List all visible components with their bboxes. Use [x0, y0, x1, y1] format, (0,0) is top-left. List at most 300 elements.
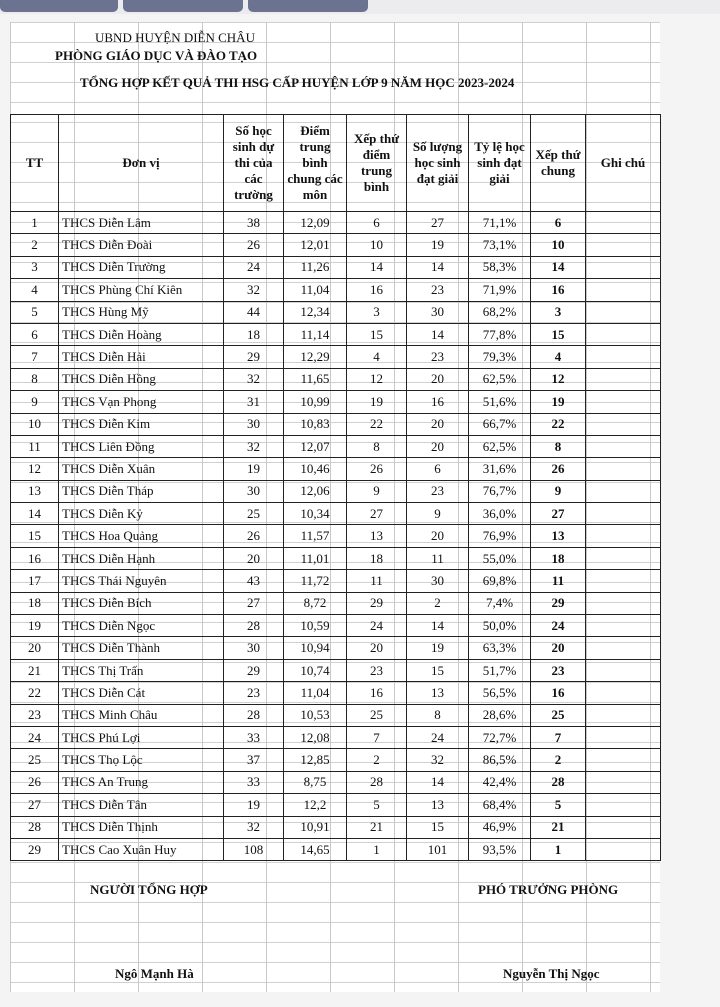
cell-win-rate: 51,7% [469, 659, 531, 681]
cell-avg-score: 10,74 [284, 659, 347, 681]
cell-unit: THCS Diễn Hải [59, 346, 224, 368]
cell-students: 32 [224, 435, 284, 457]
cell-unit: THCS Phùng Chí Kiên [59, 279, 224, 301]
tab-1[interactable] [0, 0, 118, 12]
cell-students: 108 [224, 838, 284, 860]
cell-tt: 2 [11, 234, 59, 256]
table-row [11, 592, 661, 614]
cell-notes [586, 435, 661, 457]
col-header-students: Số học sinh dự thi của các trường [224, 115, 284, 212]
cell-win-rate: 56,5% [469, 682, 531, 704]
table-row [11, 704, 661, 726]
cell-notes [586, 570, 661, 592]
cell-win-rate: 55,0% [469, 547, 531, 569]
cell-avg-score: 12,29 [284, 346, 347, 368]
cell-notes [586, 458, 661, 480]
cell-avg-score: 11,72 [284, 570, 347, 592]
cell-overall-rank: 21 [531, 816, 586, 838]
cell-notes [586, 346, 661, 368]
cell-notes [586, 323, 661, 345]
cell-winners: 14 [407, 771, 469, 793]
cell-notes [586, 212, 661, 234]
cell-tt: 15 [11, 525, 59, 547]
cell-win-rate: 77,8% [469, 323, 531, 345]
cell-avg-score: 10,94 [284, 637, 347, 659]
cell-winners: 101 [407, 838, 469, 860]
cell-students: 24 [224, 256, 284, 278]
cell-overall-rank: 19 [531, 391, 586, 413]
cell-tt: 4 [11, 279, 59, 301]
cell-win-rate: 76,7% [469, 480, 531, 502]
cell-win-rate: 76,9% [469, 525, 531, 547]
cell-win-rate: 31,6% [469, 458, 531, 480]
cell-students: 37 [224, 749, 284, 771]
cell-students: 44 [224, 301, 284, 323]
cell-avg-score: 11,26 [284, 256, 347, 278]
cell-winners: 15 [407, 816, 469, 838]
results-table [10, 114, 661, 861]
cell-overall-rank: 27 [531, 503, 586, 525]
cell-students: 25 [224, 503, 284, 525]
cell-winners: 16 [407, 391, 469, 413]
table-row [11, 749, 661, 771]
cell-win-rate: 28,6% [469, 704, 531, 726]
cell-win-rate: 51,6% [469, 391, 531, 413]
cell-win-rate: 46,9% [469, 816, 531, 838]
cell-avg-score: 8,75 [284, 771, 347, 793]
cell-notes [586, 682, 661, 704]
cell-avg-rank: 21 [347, 816, 407, 838]
table-row [11, 301, 661, 323]
cell-unit: THCS Liên Đồng [59, 435, 224, 457]
cell-unit: THCS Diễn Thành [59, 637, 224, 659]
cell-tt: 3 [11, 256, 59, 278]
cell-win-rate: 63,3% [469, 637, 531, 659]
col-header-win-rate: Tỷ lệ học sinh đạt giải [469, 115, 531, 212]
cell-avg-rank: 13 [347, 525, 407, 547]
cell-winners: 13 [407, 682, 469, 704]
cell-notes [586, 525, 661, 547]
cell-unit: THCS Phú Lợi [59, 726, 224, 748]
table-row [11, 771, 661, 793]
cell-avg-rank: 15 [347, 323, 407, 345]
cell-unit: THCS Diễn Kỷ [59, 503, 224, 525]
cell-avg-rank: 18 [347, 547, 407, 569]
cell-avg-score: 10,91 [284, 816, 347, 838]
cell-tt: 13 [11, 480, 59, 502]
cell-tt: 17 [11, 570, 59, 592]
table-row [11, 413, 661, 435]
cell-winners: 11 [407, 547, 469, 569]
cell-students: 30 [224, 637, 284, 659]
table-row [11, 480, 661, 502]
cell-students: 32 [224, 279, 284, 301]
cell-notes [586, 794, 661, 816]
table-row [11, 391, 661, 413]
cell-win-rate: 62,5% [469, 435, 531, 457]
cell-notes [586, 368, 661, 390]
cell-winners: 14 [407, 256, 469, 278]
cell-overall-rank: 29 [531, 592, 586, 614]
cell-winners: 20 [407, 525, 469, 547]
cell-win-rate: 68,4% [469, 794, 531, 816]
cell-avg-rank: 11 [347, 570, 407, 592]
left-signer-title: NGƯỜI TỔNG HỢP [90, 882, 208, 897]
cell-overall-rank: 10 [531, 234, 586, 256]
table-row [11, 637, 661, 659]
cell-avg-rank: 19 [347, 391, 407, 413]
cell-winners: 14 [407, 615, 469, 637]
cell-notes [586, 771, 661, 793]
col-header-avg-rank: Xếp thứ điểm trung bình [347, 115, 407, 212]
cell-notes [586, 256, 661, 278]
cell-avg-rank: 1 [347, 838, 407, 860]
cell-students: 26 [224, 234, 284, 256]
cell-avg-rank: 24 [347, 615, 407, 637]
cell-overall-rank: 2 [531, 749, 586, 771]
cell-avg-rank: 9 [347, 480, 407, 502]
cell-overall-rank: 24 [531, 615, 586, 637]
cell-win-rate: 66,7% [469, 413, 531, 435]
table-row [11, 458, 661, 480]
cell-avg-rank: 3 [347, 301, 407, 323]
table-row [11, 525, 661, 547]
table-row [11, 547, 661, 569]
table-header-row [11, 115, 661, 212]
cell-winners: 20 [407, 368, 469, 390]
cell-notes [586, 547, 661, 569]
table-row [11, 323, 661, 345]
cell-notes [586, 503, 661, 525]
cell-avg-score: 12,07 [284, 435, 347, 457]
cell-tt: 28 [11, 816, 59, 838]
cell-unit: THCS Diễn Thịnh [59, 816, 224, 838]
table-row [11, 256, 661, 278]
cell-avg-score: 10,34 [284, 503, 347, 525]
cell-unit: THCS Vạn Phong [59, 391, 224, 413]
cell-avg-score: 8,72 [284, 592, 347, 614]
cell-tt: 12 [11, 458, 59, 480]
col-header-unit: Đơn vị [59, 115, 224, 212]
cell-students: 33 [224, 771, 284, 793]
cell-students: 20 [224, 547, 284, 569]
cell-avg-score: 11,57 [284, 525, 347, 547]
department-name: PHÒNG GIÁO DỤC VÀ ĐÀO TẠO [55, 48, 258, 63]
cell-tt: 9 [11, 391, 59, 413]
cell-avg-score: 11,14 [284, 323, 347, 345]
table-row [11, 794, 661, 816]
cell-overall-rank: 13 [531, 525, 586, 547]
cell-tt: 21 [11, 659, 59, 681]
cell-students: 27 [224, 592, 284, 614]
cell-win-rate: 68,2% [469, 301, 531, 323]
cell-avg-score: 11,01 [284, 547, 347, 569]
col-header-tt: TT [11, 115, 59, 212]
cell-win-rate: 93,5% [469, 838, 531, 860]
cell-notes [586, 234, 661, 256]
cell-students: 32 [224, 368, 284, 390]
cell-win-rate: 72,7% [469, 726, 531, 748]
cell-winners: 32 [407, 749, 469, 771]
cell-students: 32 [224, 816, 284, 838]
cell-avg-score: 10,53 [284, 704, 347, 726]
cell-avg-rank: 23 [347, 659, 407, 681]
cell-overall-rank: 18 [531, 547, 586, 569]
cell-notes [586, 838, 661, 860]
cell-notes [586, 726, 661, 748]
cell-overall-rank: 20 [531, 637, 586, 659]
cell-win-rate: 62,5% [469, 368, 531, 390]
cell-avg-rank: 14 [347, 256, 407, 278]
cell-students: 28 [224, 615, 284, 637]
cell-winners: 8 [407, 704, 469, 726]
col-header-overall-rank: Xếp thứ chung [531, 115, 586, 212]
cell-notes [586, 637, 661, 659]
cell-notes [586, 279, 661, 301]
table-row [11, 346, 661, 368]
cell-unit: THCS Diễn Lâm [59, 212, 224, 234]
cell-students: 29 [224, 659, 284, 681]
cell-overall-rank: 25 [531, 704, 586, 726]
cell-tt: 7 [11, 346, 59, 368]
cell-overall-rank: 11 [531, 570, 586, 592]
cell-avg-rank: 7 [347, 726, 407, 748]
cell-unit: THCS Diễn Trường [59, 256, 224, 278]
col-header-notes: Ghi chú [586, 115, 661, 212]
cell-notes [586, 301, 661, 323]
cell-overall-rank: 9 [531, 480, 586, 502]
cell-winners: 30 [407, 301, 469, 323]
cell-unit: THCS Diễn Xuân [59, 458, 224, 480]
cell-tt: 26 [11, 771, 59, 793]
table-row [11, 212, 661, 234]
cell-avg-score: 11,65 [284, 368, 347, 390]
cell-avg-score: 12,09 [284, 212, 347, 234]
cell-tt: 27 [11, 794, 59, 816]
cell-winners: 14 [407, 323, 469, 345]
cell-avg-rank: 28 [347, 771, 407, 793]
cell-tt: 19 [11, 615, 59, 637]
cell-winners: 23 [407, 279, 469, 301]
cell-overall-rank: 12 [531, 368, 586, 390]
table-row [11, 503, 661, 525]
table-row [11, 368, 661, 390]
cell-overall-rank: 4 [531, 346, 586, 368]
right-signer-title: PHÓ TRƯỞNG PHÒNG [478, 882, 619, 897]
cell-winners: 20 [407, 413, 469, 435]
cell-avg-rank: 2 [347, 749, 407, 771]
cell-students: 33 [224, 726, 284, 748]
cell-notes [586, 749, 661, 771]
cell-win-rate: 7,4% [469, 592, 531, 614]
cell-tt: 6 [11, 323, 59, 345]
cell-avg-score: 12,06 [284, 480, 347, 502]
tab-3[interactable] [248, 0, 368, 12]
cell-win-rate: 79,3% [469, 346, 531, 368]
table-row [11, 279, 661, 301]
cell-unit: THCS Diễn Tân [59, 794, 224, 816]
table-row [11, 726, 661, 748]
cell-overall-rank: 7 [531, 726, 586, 748]
cell-students: 28 [224, 704, 284, 726]
cell-overall-rank: 16 [531, 279, 586, 301]
cell-unit: THCS Diễn Cát [59, 682, 224, 704]
cell-winners: 23 [407, 346, 469, 368]
cell-winners: 13 [407, 794, 469, 816]
tab-strip [0, 0, 720, 14]
cell-unit: THCS Minh Châu [59, 704, 224, 726]
cell-overall-rank: 23 [531, 659, 586, 681]
cell-tt: 8 [11, 368, 59, 390]
cell-unit: THCS Diễn Kim [59, 413, 224, 435]
cell-win-rate: 42,4% [469, 771, 531, 793]
cell-win-rate: 71,9% [469, 279, 531, 301]
org-name: UBND HUYỆN DIỄN CHÂU [95, 30, 255, 45]
col-header-avg-score: Điểm trung bình chung các môn [284, 115, 347, 212]
cell-avg-score: 10,99 [284, 391, 347, 413]
cell-avg-score: 14,65 [284, 838, 347, 860]
cell-avg-score: 12,2 [284, 794, 347, 816]
cell-avg-rank: 22 [347, 413, 407, 435]
cell-unit: THCS Hùng Mỹ [59, 301, 224, 323]
cell-avg-rank: 8 [347, 435, 407, 457]
cell-tt: 1 [11, 212, 59, 234]
cell-tt: 14 [11, 503, 59, 525]
cell-winners: 6 [407, 458, 469, 480]
right-signer-name: Nguyễn Thị Ngọc [503, 966, 600, 981]
cell-winners: 2 [407, 592, 469, 614]
cell-win-rate: 50,0% [469, 615, 531, 637]
cell-avg-score: 11,04 [284, 279, 347, 301]
table-row [11, 435, 661, 457]
cell-avg-score: 10,83 [284, 413, 347, 435]
cell-tt: 18 [11, 592, 59, 614]
cell-winners: 20 [407, 435, 469, 457]
document-title: TỔNG HỢP KẾT QUẢ THI HSG CẤP HUYỆN LỚP 9 NĂM HỌC 2023-2024 [80, 75, 515, 90]
tab-2[interactable] [123, 0, 243, 12]
cell-overall-rank: 26 [531, 458, 586, 480]
cell-winners: 23 [407, 480, 469, 502]
cell-students: 43 [224, 570, 284, 592]
table-row [11, 682, 661, 704]
cell-avg-rank: 27 [347, 503, 407, 525]
table-row [11, 615, 661, 637]
cell-unit: THCS Thị Trấn [59, 659, 224, 681]
cell-tt: 10 [11, 413, 59, 435]
left-signer-name: Ngô Mạnh Hà [115, 966, 194, 981]
cell-tt: 5 [11, 301, 59, 323]
cell-avg-rank: 25 [347, 704, 407, 726]
cell-notes [586, 480, 661, 502]
cell-students: 30 [224, 413, 284, 435]
cell-avg-rank: 20 [347, 637, 407, 659]
cell-unit: THCS An Trung [59, 771, 224, 793]
cell-winners: 19 [407, 637, 469, 659]
cell-avg-rank: 29 [347, 592, 407, 614]
cell-overall-rank: 22 [531, 413, 586, 435]
table-row [11, 234, 661, 256]
cell-overall-rank: 14 [531, 256, 586, 278]
cell-unit: THCS Diễn Bích [59, 592, 224, 614]
cell-tt: 25 [11, 749, 59, 771]
cell-avg-score: 10,46 [284, 458, 347, 480]
cell-overall-rank: 3 [531, 301, 586, 323]
cell-unit: THCS Thọ Lộc [59, 749, 224, 771]
cell-unit: THCS Diễn Hoàng [59, 323, 224, 345]
cell-notes [586, 704, 661, 726]
cell-winners: 24 [407, 726, 469, 748]
cell-unit: THCS Diễn Tháp [59, 480, 224, 502]
cell-unit: THCS Diễn Hạnh [59, 547, 224, 569]
cell-win-rate: 86,5% [469, 749, 531, 771]
cell-students: 18 [224, 323, 284, 345]
cell-winners: 19 [407, 234, 469, 256]
cell-overall-rank: 5 [531, 794, 586, 816]
col-header-winners: Số lượng học sinh đạt giải [407, 115, 469, 212]
cell-unit: THCS Diễn Hồng [59, 368, 224, 390]
cell-win-rate: 73,1% [469, 234, 531, 256]
cell-overall-rank: 6 [531, 212, 586, 234]
cell-students: 19 [224, 458, 284, 480]
table-row [11, 659, 661, 681]
cell-tt: 29 [11, 838, 59, 860]
cell-avg-rank: 26 [347, 458, 407, 480]
cell-notes [586, 816, 661, 838]
cell-unit: THCS Diễn Ngọc [59, 615, 224, 637]
cell-avg-score: 12,34 [284, 301, 347, 323]
cell-avg-rank: 5 [347, 794, 407, 816]
cell-students: 30 [224, 480, 284, 502]
table-row [11, 816, 661, 838]
cell-avg-rank: 6 [347, 212, 407, 234]
cell-win-rate: 71,1% [469, 212, 531, 234]
cell-avg-score: 12,85 [284, 749, 347, 771]
cell-win-rate: 69,8% [469, 570, 531, 592]
cell-winners: 15 [407, 659, 469, 681]
cell-unit: THCS Hoa Quảng [59, 525, 224, 547]
cell-students: 38 [224, 212, 284, 234]
cell-overall-rank: 1 [531, 838, 586, 860]
cell-overall-rank: 8 [531, 435, 586, 457]
cell-winners: 30 [407, 570, 469, 592]
cell-avg-score: 12,08 [284, 726, 347, 748]
cell-students: 26 [224, 525, 284, 547]
cell-avg-rank: 16 [347, 279, 407, 301]
cell-tt: 24 [11, 726, 59, 748]
cell-notes [586, 615, 661, 637]
cell-students: 29 [224, 346, 284, 368]
cell-win-rate: 58,3% [469, 256, 531, 278]
cell-tt: 23 [11, 704, 59, 726]
cell-overall-rank: 16 [531, 682, 586, 704]
cell-overall-rank: 15 [531, 323, 586, 345]
cell-unit: THCS Cao Xuân Huy [59, 838, 224, 860]
table-row [11, 570, 661, 592]
cell-avg-rank: 12 [347, 368, 407, 390]
cell-tt: 22 [11, 682, 59, 704]
cell-notes [586, 592, 661, 614]
cell-notes [586, 391, 661, 413]
cell-notes [586, 659, 661, 681]
cell-students: 19 [224, 794, 284, 816]
cell-winners: 9 [407, 503, 469, 525]
cell-avg-score: 10,59 [284, 615, 347, 637]
cell-avg-rank: 10 [347, 234, 407, 256]
cell-overall-rank: 28 [531, 771, 586, 793]
table-row [11, 838, 661, 860]
cell-tt: 16 [11, 547, 59, 569]
cell-unit: THCS Diễn Đoài [59, 234, 224, 256]
